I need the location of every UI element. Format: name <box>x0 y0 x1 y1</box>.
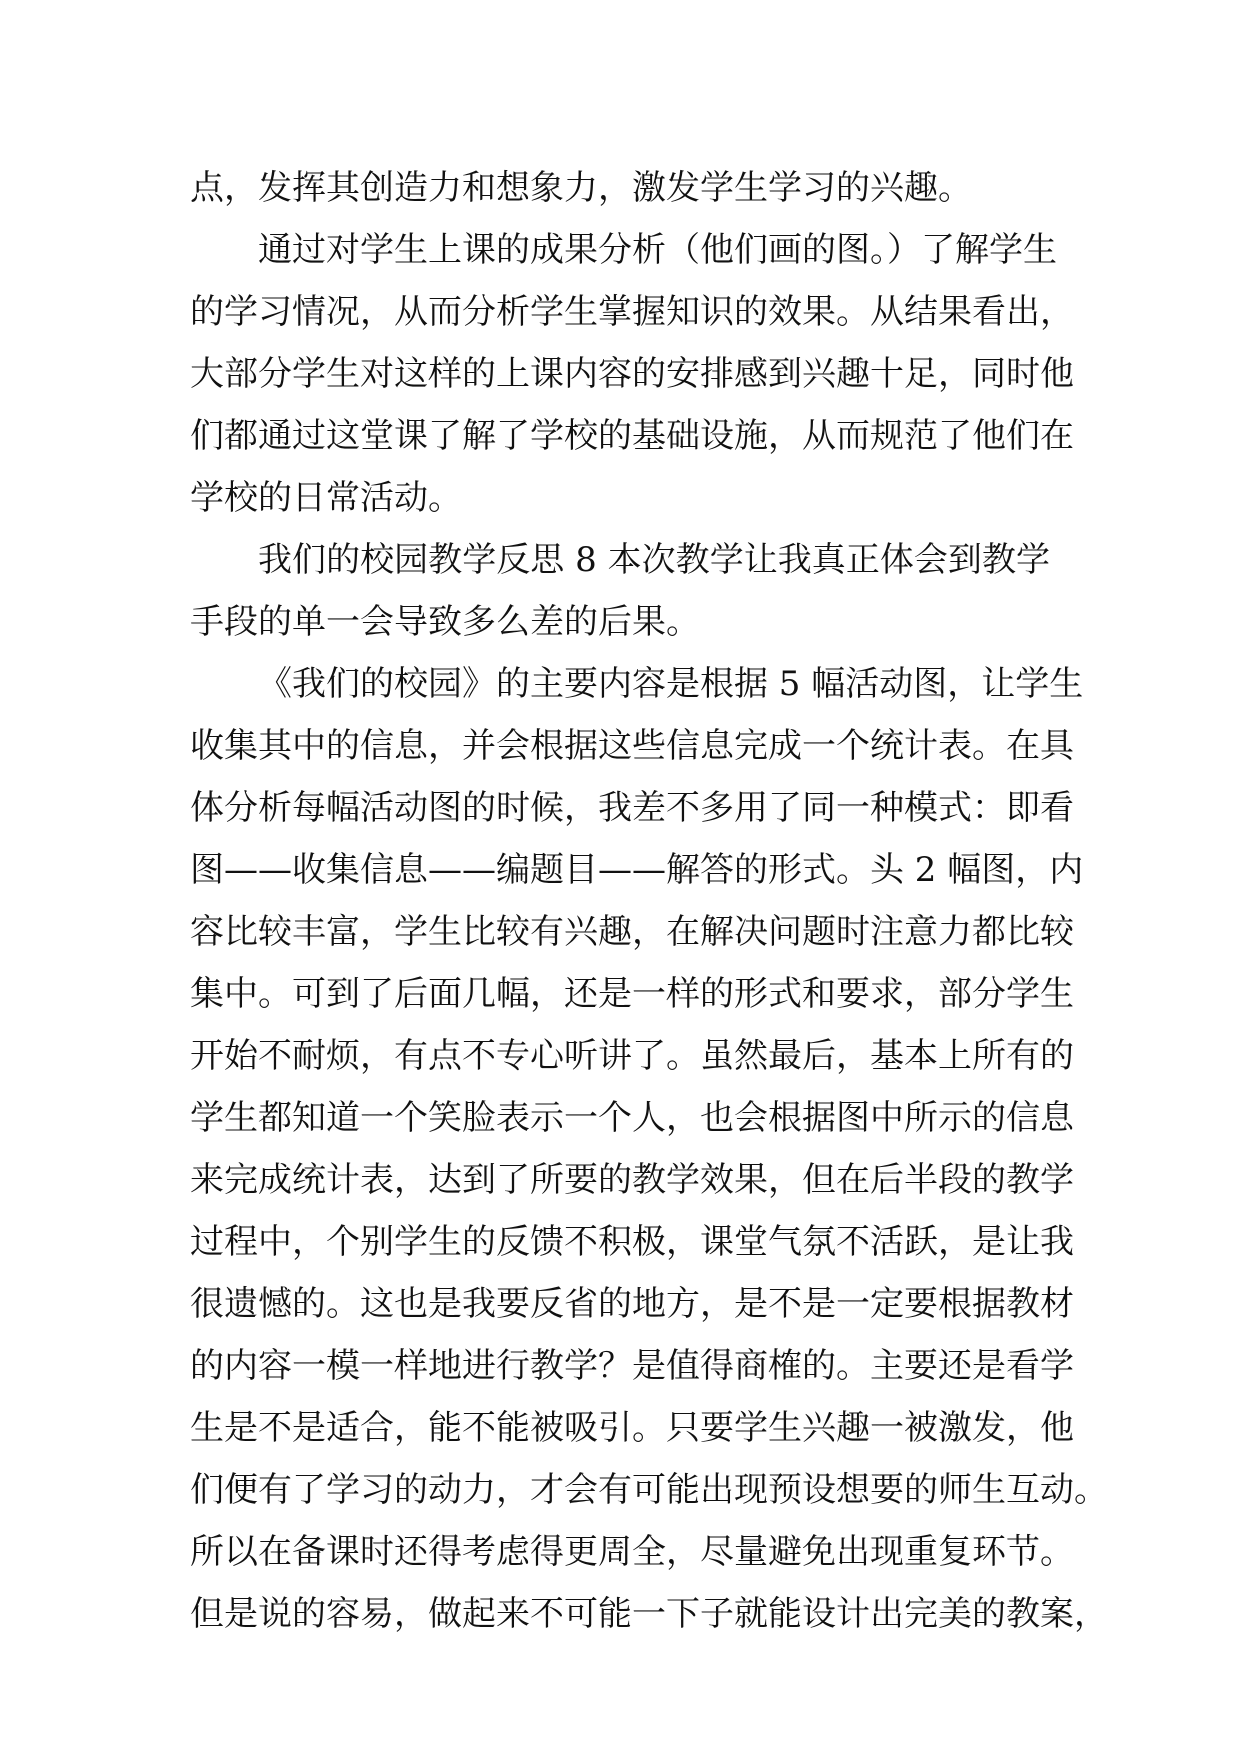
text-line: 手段的单一会导致多么差的后果。 <box>190 602 700 642</box>
text-line: 《我们的校园》的主要内容是根据 5 幅活动图，让学生 <box>258 664 1084 704</box>
text-line: 的内容一模一样地进行教学？是值得商榷的。主要还是看学 <box>190 1346 1074 1386</box>
text-line: 大部分学生对这样的上课内容的安排感到兴趣十足，同时他 <box>190 354 1074 394</box>
text-line: 但是说的容易，做起来不可能一下子就能设计出完美的教案， <box>190 1594 1108 1634</box>
text-line: 来完成统计表，达到了所要的教学效果，但在后半段的教学 <box>190 1160 1074 1200</box>
text-line: 们便有了学习的动力，才会有可能出现预设想要的师生互动。 <box>190 1470 1108 1510</box>
text-line: 学生都知道一个笑脸表示一个人，也会根据图中所示的信息 <box>190 1098 1074 1138</box>
text-line: 们都通过这堂课了解了学校的基础设施，从而规范了他们在 <box>190 416 1074 456</box>
text-line: 学校的日常活动。 <box>190 478 462 518</box>
text-line: 生是不是适合，能不能被吸引。只要学生兴趣一被激发，他 <box>190 1408 1074 1448</box>
text-line: 容比较丰富，学生比较有兴趣，在解决问题时注意力都比较 <box>190 912 1074 952</box>
text-line: 集中。可到了后面几幅，还是一样的形式和要求，部分学生 <box>190 974 1074 1014</box>
text-line: 所以在备课时还得考虑得更周全，尽量避免出现重复环节。 <box>190 1532 1074 1572</box>
text-line: 图——收集信息——编题目——解答的形式。头 2 幅图，内 <box>190 850 1084 890</box>
body-text <box>190 157 1108 1645</box>
text-line: 收集其中的信息，并会根据这些信息完成一个统计表。在具 <box>190 726 1074 766</box>
text-line: 我们的校园教学反思 8 本次教学让我真正体会到教学 <box>258 540 1050 580</box>
text-line: 开始不耐烦，有点不专心听讲了。虽然最后，基本上所有的 <box>190 1036 1074 1076</box>
text-line: 的学习情况，从而分析学生掌握知识的效果。从结果看出， <box>190 292 1074 332</box>
text-line: 体分析每幅活动图的时候，我差不多用了同一种模式：即看 <box>190 788 1074 828</box>
text-line: 点，发挥其创造力和想象力，激发学生学习的兴趣。 <box>190 168 972 208</box>
text-line: 很遗憾的。这也是我要反省的地方，是不是一定要根据教材 <box>190 1284 1074 1324</box>
text-line: 通过对学生上课的成果分析（他们画的图。）了解学生 <box>258 230 1057 270</box>
text-line: 过程中，个别学生的反馈不积极，课堂气氛不活跃，是让我 <box>190 1222 1074 1262</box>
